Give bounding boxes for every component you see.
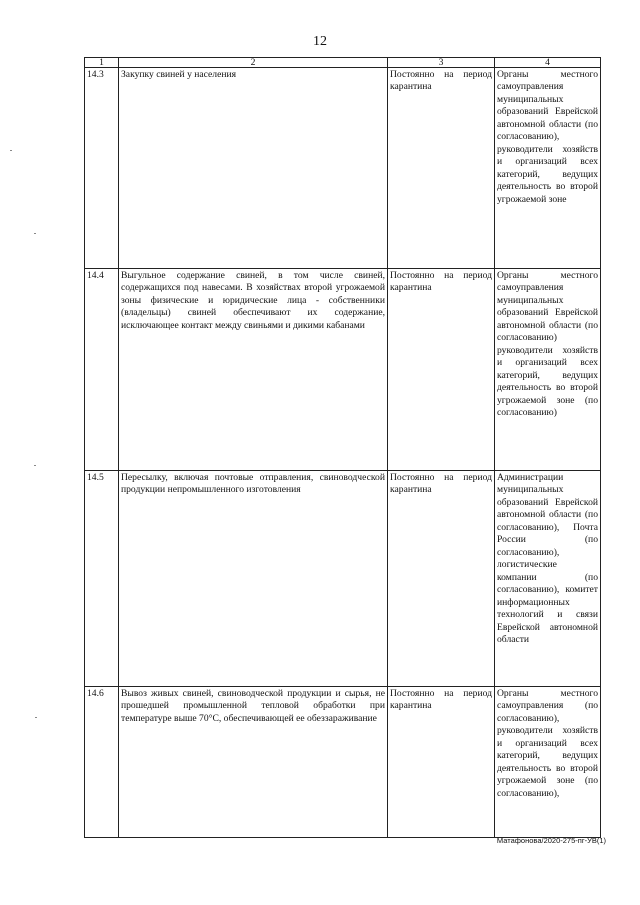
table-row [85,68,601,269]
row-number: 14.3 [85,68,119,269]
responsible-text: Органы местного самоуправления муниципальных образований Еврейской автономной области (по согласованию) руководители хозяйств и организаций всех категорий, ведущих деятельность во второй угрожаемой зоне (по согласованию) [495,269,601,471]
table-header-row [85,58,601,68]
row-number: 14.4 [85,269,119,471]
period-text: Постоянно на период карантина [388,471,495,687]
header-cell-col3: 3 [388,58,495,68]
measures-table [84,57,601,838]
header-cell-col4: 4 [495,58,601,68]
row-number: 14.6 [85,687,119,838]
responsible-text: Органы местного самоуправления муниципальных образований Еврейской автономной области (по согласованию), руководители хозяйств и организаций всех категорий, ведущих деятельность во второй угрожаемой зоне [495,68,601,269]
responsible-text: Администрации муниципальных образований Еврейской автономной области (по согласованию), Почта России (по согласованию), логистические компании (по согласованию), комитет информационных технологий и связи Еврейской автономной области [495,471,601,687]
scan-speck [10,150,12,151]
period-text: Постоянно на период карантина [388,269,495,471]
header-cell-col2: 2 [119,58,388,68]
table-row [85,687,601,838]
page-number: 12 [313,34,327,49]
measure-text: Вывоз живых свиней, свиноводческой продукции и сырья, не прошедшей промышленной тепловой обработки при температуре выше 70°С, обеспечивающей ее обеззараживание [119,687,388,838]
period-text: Постоянно на период карантина [388,687,495,838]
measure-text: Пересылку, включая почтовые отправления, свиноводческой продукции непромышленного изготовления [119,471,388,687]
responsible-text: Органы местного самоуправления (по согласованию), руководители хозяйств и организаций всех категорий, ведущих деятельность во второй угрожаемой зоне (по согласованию), [495,687,601,838]
measure-text: Выгульное содержание свиней, в том числе свиней, содержащихся под навесами. В хозяйствах второй угрожаемой зоны физические и юридические лица - собственники (владельцы) свиней обеспечивают их содержание, исключающее контакт между свиньями и дикими кабанами [119,269,388,471]
row-number: 14.5 [85,471,119,687]
document-footer-code: Матафонова/2020-275-пг-УВ(1) [496,836,606,845]
period-text: Постоянно на период карантина [388,68,495,269]
table-row [85,471,601,687]
header-cell-col1: 1 [85,58,119,68]
scan-speck [35,717,37,718]
measure-text: Закупку свиней у населения [119,68,388,269]
table-row [85,269,601,471]
scan-speck [34,465,36,466]
scan-speck [34,233,36,234]
